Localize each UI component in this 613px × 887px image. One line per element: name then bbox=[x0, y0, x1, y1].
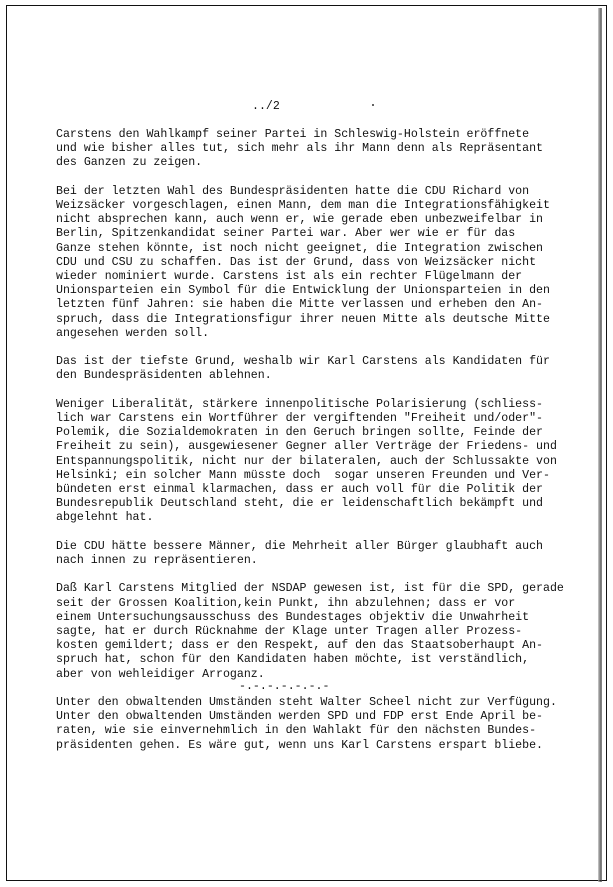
text-line: Bei der letzten Wahl des Bundespräsidenten hatte die CDU Richard von bbox=[56, 184, 530, 198]
text-line: Unter den obwaltenden Umständen steht Walter Scheel nicht zur Verfügung. bbox=[56, 696, 557, 710]
text-line: nicht absprechen kann, auch wenn er, wie gerade eben unbezweifelbar in bbox=[56, 213, 544, 227]
text-line: Daß Karl Carstens Mitglied der NSDAP gewesen ist, ist für die SPD, gerade bbox=[56, 582, 564, 596]
text-line: Polemik, die Sozialdemokraten in den Geruch bringen sollte, Feinde der bbox=[56, 426, 544, 440]
page-edge-shadow bbox=[598, 8, 602, 882]
text-line: aber von wehleidiger Arroganz. bbox=[56, 667, 265, 681]
page-number: ../2 bbox=[252, 100, 280, 113]
text-line: Das ist der tiefste Grund, weshalb wir Karl Carstens als Kandidaten für bbox=[56, 355, 550, 369]
text-line: Carstens den Wahlkampf seiner Partei in Schleswig-Holstein eröffnete bbox=[56, 128, 530, 141]
text-line: Die CDU hätte bessere Männer, die Mehrheit aller Bürger glaubhaft auch bbox=[56, 539, 544, 553]
paragraph-7 bbox=[56, 696, 576, 753]
scan-speck bbox=[372, 104, 374, 106]
text-line: einem Untersuchungsausschuss des Bundestages objektiv die Unwahrheit bbox=[56, 610, 530, 624]
text-line: präsidenten gehen. Es wäre gut, wenn uns Karl Carstens erspart bliebe. bbox=[56, 738, 544, 752]
text-line: bündeten erst einmal klarmachen, dass er auch voll für die Politik der bbox=[56, 483, 544, 497]
text-line: Helsinki; ein solcher Mann müsste doch sogar unseren Freunden und Ver- bbox=[56, 468, 550, 482]
paragraph-2 bbox=[56, 185, 576, 341]
text-line: Freiheit zu sein), ausgewiesener Gegner aller Verträge der Friedens- und bbox=[56, 440, 557, 454]
text-line: des Ganzen zu zeigen. bbox=[56, 156, 203, 170]
text-line: Bundesrepublik Deutschland steht, die er leidenschaftlich bekämpft und bbox=[56, 497, 544, 511]
paragraph-4 bbox=[56, 398, 576, 526]
text-line: und wie bisher alles tut, sich mehr als ihr Mann denn als Repräsentant bbox=[56, 142, 544, 156]
end-mark: -.-.-.-.-.-.- bbox=[239, 680, 330, 693]
text-line: spruch, dass die Integrationsfigur ihrer neuen Mitte als deutsche Mitte bbox=[56, 312, 550, 326]
text-line: Berlin, Spitzenkandidat seiner Partei war. Aber wer wie er für das bbox=[56, 227, 516, 241]
text-line: Unionsparteien ein Symbol für die Entwicklung der Unionsparteien in den bbox=[56, 284, 550, 298]
text-line: Unter den obwaltenden Umständen werden SPD und FDP erst Ende April be- bbox=[56, 710, 544, 724]
text-line: wieder nominiert wurde. Carstens ist als ein rechter Flügelmann der bbox=[56, 270, 523, 284]
paragraph-6 bbox=[56, 582, 576, 681]
text-line: kosten gemildert; dass er den Respekt, auf den das Staatsoberhaupt An- bbox=[56, 639, 544, 653]
text-line: seit der Grossen Koalition,kein Punkt, ihn abzulehnen; dass er vor bbox=[56, 596, 516, 610]
text-line: Ganze stehen könnte, ist noch nicht geeignet, die Integration zwischen bbox=[56, 241, 544, 255]
text-line: raten, wie sie einvernehmlich in den Wahlakt für den nächsten Bundes- bbox=[56, 724, 537, 738]
text-line: spruch hat, schon für den Kandidaten haben möchte, ist verständlich, bbox=[56, 653, 530, 667]
paragraph-1 bbox=[56, 128, 576, 171]
text-line: Entspannungspolitik, nicht nur der bilateralen, auch der Schlussakte von bbox=[56, 454, 557, 468]
text-line: den Bundespräsidenten ablehnen. bbox=[56, 369, 272, 383]
text-line: Weniger Liberalität, stärkere innenpolitische Polarisierung (schliess- bbox=[56, 397, 544, 411]
paragraph-5 bbox=[56, 540, 576, 568]
text-line: sagte, hat er durch Rücknahme der Klage unter Tragen aller Prozess- bbox=[56, 625, 523, 639]
paragraph-3 bbox=[56, 355, 576, 383]
text-line: Weizsäcker vorgeschlagen, einen Mann, dem man die Integrationsfähigkeit bbox=[56, 199, 550, 212]
text-line: letzten fünf Jahren: sie haben die Mitte verlassen und erheben den An- bbox=[56, 298, 544, 312]
text-line: lich war Carstens ein Wortführer der vergiftenden "Freiheit und/oder"- bbox=[56, 412, 544, 426]
document-body bbox=[56, 128, 576, 767]
text-line: CDU und CSU zu schaffen. Das ist der Grund, dass von Weizsäcker nicht bbox=[56, 255, 537, 269]
text-line: nach innen zu repräsentieren. bbox=[56, 554, 258, 568]
text-line: abgelehnt hat. bbox=[56, 511, 154, 525]
text-line: angesehen werden soll. bbox=[56, 326, 210, 340]
